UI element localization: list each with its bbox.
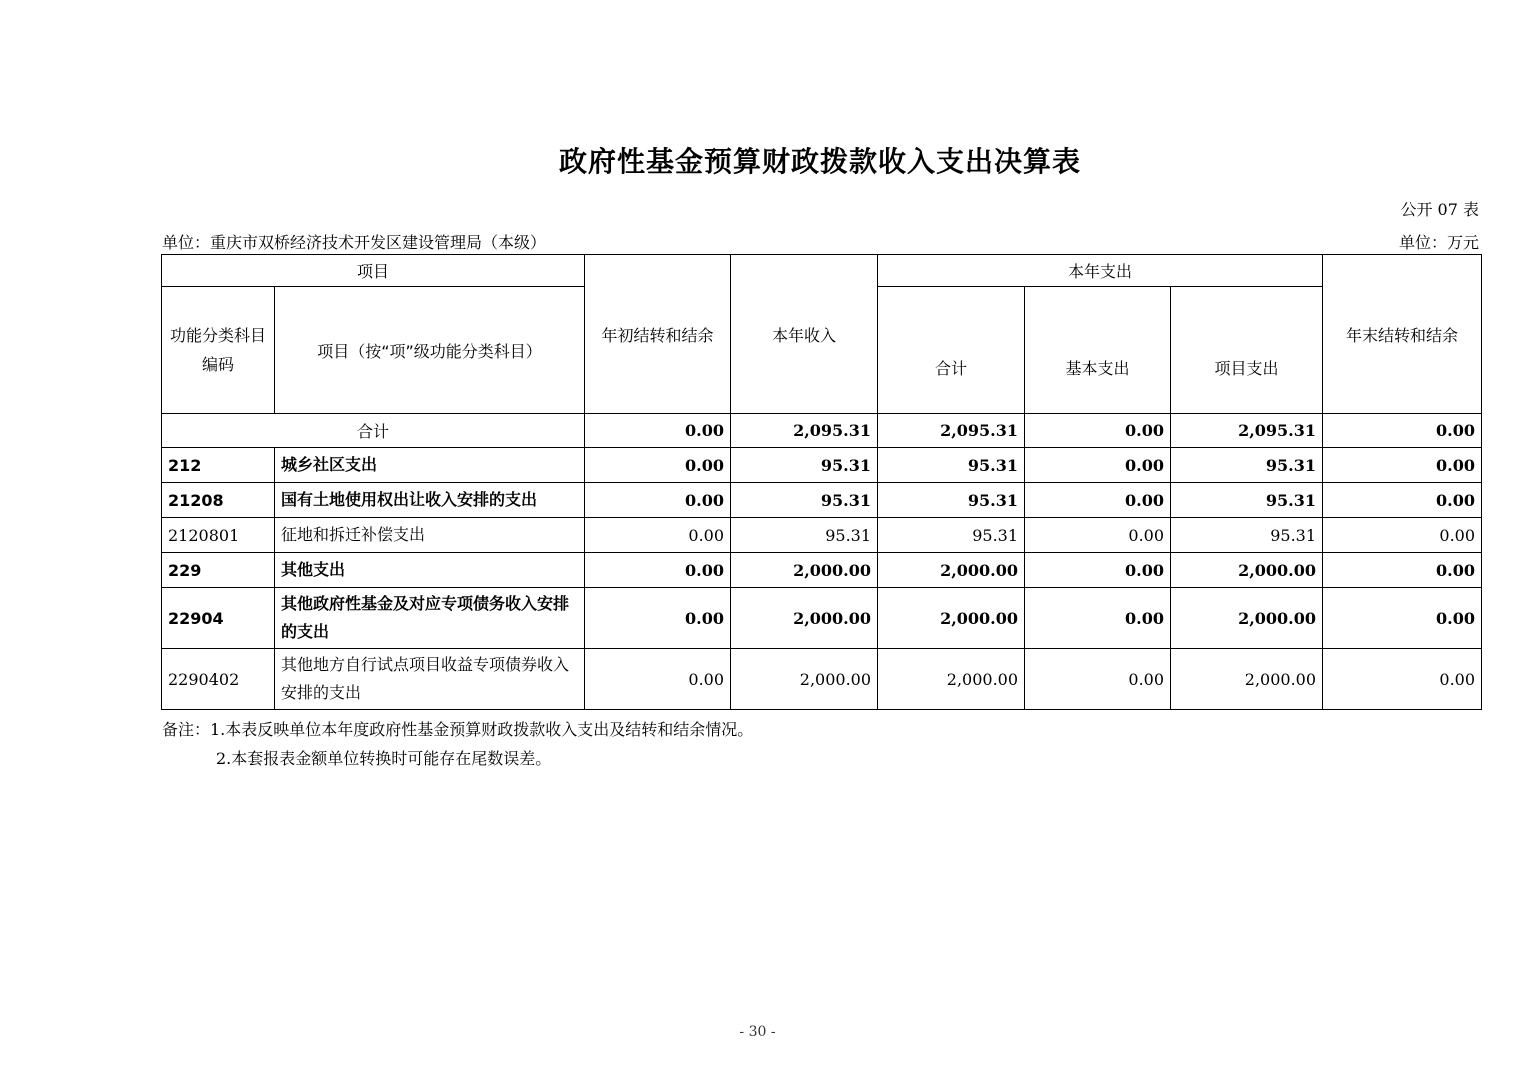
table-row-summary xyxy=(162,414,1482,448)
cell-name: 征地和拆迁补偿支出 xyxy=(275,518,585,553)
note-line-1: 备注：1.本表反映单位本年度政府性基金预算财政拨款收入支出及结转和结余情况。 xyxy=(162,720,754,739)
cell-income: 95.31 xyxy=(731,518,878,553)
cell-begin: 0.00 xyxy=(585,518,731,553)
cell-project: 95.31 xyxy=(1171,518,1323,553)
cell-name: 城乡社区支出 xyxy=(275,448,585,483)
cell-code: 22904 xyxy=(162,588,275,649)
cell-basic: 0.00 xyxy=(1025,448,1171,483)
header-item: 项目（按“项”级功能分类科目） xyxy=(275,287,585,414)
cell-basic: 0.00 xyxy=(1025,649,1171,710)
cell-begin: 0.00 xyxy=(585,483,731,518)
cell-begin: 0.00 xyxy=(585,414,731,448)
header-project: 项目 xyxy=(162,255,585,287)
table-row xyxy=(162,518,1482,553)
cell-code: 2290402 xyxy=(162,649,275,710)
header-basic: 基本支出 xyxy=(1025,287,1171,414)
cell-basic: 0.00 xyxy=(1025,483,1171,518)
cell-project: 2,000.00 xyxy=(1171,649,1323,710)
cell-end: 0.00 xyxy=(1323,483,1482,518)
header-total: 合计 xyxy=(878,287,1025,414)
cell-begin: 0.00 xyxy=(585,553,731,588)
cell-name: 其他政府性基金及对应专项债务收入安排的支出 xyxy=(275,588,585,649)
table-row xyxy=(162,553,1482,588)
cell-code: 21208 xyxy=(162,483,275,518)
cell-income: 2,000.00 xyxy=(731,649,878,710)
cell-project: 95.31 xyxy=(1171,448,1323,483)
table-row xyxy=(162,483,1482,518)
cell-total: 2,000.00 xyxy=(878,588,1025,649)
cell-total: 95.31 xyxy=(878,518,1025,553)
cell-project: 2,000.00 xyxy=(1171,588,1323,649)
cell-project: 95.31 xyxy=(1171,483,1323,518)
notes xyxy=(162,715,753,773)
cell-begin: 0.00 xyxy=(585,588,731,649)
cell-name: 其他地方自行试点项目收益专项债券收入安排的支出 xyxy=(275,649,585,710)
cell-total: 95.31 xyxy=(878,448,1025,483)
header-expense-group: 本年支出 xyxy=(878,255,1323,287)
cell-basic: 0.00 xyxy=(1025,553,1171,588)
cell-basic: 0.00 xyxy=(1025,518,1171,553)
cell-basic: 0.00 xyxy=(1025,588,1171,649)
cell-name: 其他支出 xyxy=(275,553,585,588)
cell-end: 0.00 xyxy=(1323,649,1482,710)
header-code: 功能分类科目编码 xyxy=(162,287,275,414)
cell-income: 95.31 xyxy=(731,448,878,483)
cell-end: 0.00 xyxy=(1323,518,1482,553)
table-row xyxy=(162,649,1482,710)
cell-income: 95.31 xyxy=(731,483,878,518)
cell-name: 国有土地使用权出让收入安排的支出 xyxy=(275,483,585,518)
cell-basic: 0.00 xyxy=(1025,414,1171,448)
table-row xyxy=(162,588,1482,649)
reporting-unit: 单位：重庆市双桥经济技术开发区建设管理局（本级） xyxy=(162,233,547,252)
cell-total: 2,095.31 xyxy=(878,414,1025,448)
budget-table xyxy=(161,254,1482,710)
header-begin-balance: 年初结转和结余 xyxy=(585,255,731,414)
page-title: 政府性基金预算财政拨款收入支出决算表 xyxy=(558,145,1081,178)
cell-code: 229 xyxy=(162,553,275,588)
header-project-expense: 项目支出 xyxy=(1171,287,1323,414)
cell-total: 2,000.00 xyxy=(878,649,1025,710)
cell-end: 0.00 xyxy=(1323,588,1482,649)
cell-code: 212 xyxy=(162,448,275,483)
cell-income: 2,095.31 xyxy=(731,414,878,448)
cell-begin: 0.00 xyxy=(585,649,731,710)
cell-project: 2,000.00 xyxy=(1171,553,1323,588)
cell-end: 0.00 xyxy=(1323,448,1482,483)
cell-total: 2,000.00 xyxy=(878,553,1025,588)
cell-income: 2,000.00 xyxy=(731,588,878,649)
note-line-2: 2.本套报表金额单位转换时可能存在尾数误差。 xyxy=(216,749,552,768)
currency-unit: 单位：万元 xyxy=(1398,233,1479,252)
form-number: 公开 07 表 xyxy=(1400,200,1479,219)
cell-end: 0.00 xyxy=(1323,414,1482,448)
cell-begin: 0.00 xyxy=(585,448,731,483)
cell-total: 95.31 xyxy=(878,483,1025,518)
cell-end: 0.00 xyxy=(1323,553,1482,588)
table-row xyxy=(162,448,1482,483)
cell-project: 2,095.31 xyxy=(1171,414,1323,448)
page-number: - 30 - xyxy=(739,1024,776,1040)
summary-label: 合计 xyxy=(162,414,585,448)
cell-code: 2120801 xyxy=(162,518,275,553)
cell-income: 2,000.00 xyxy=(731,553,878,588)
header-income: 本年收入 xyxy=(731,255,878,414)
header-end-balance: 年末结转和结余 xyxy=(1323,255,1482,414)
